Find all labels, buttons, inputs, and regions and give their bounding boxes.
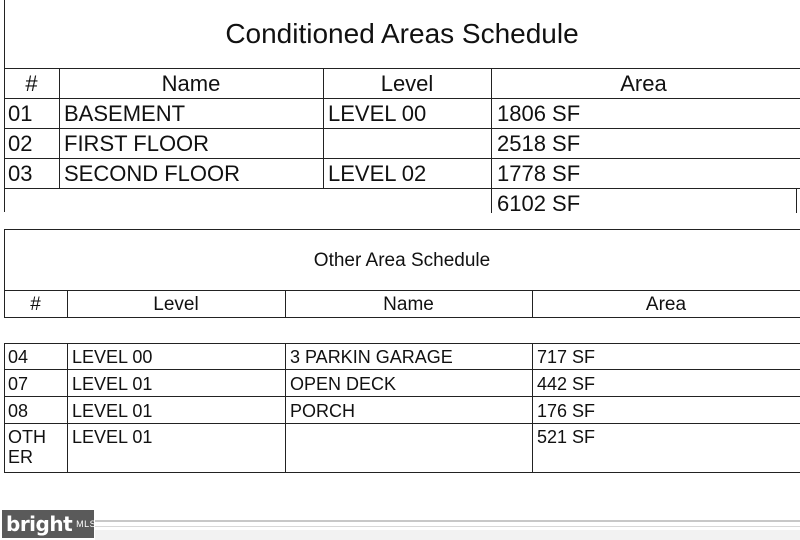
row-level: LEVEL 02: [328, 161, 427, 186]
logo-suffix: MLS: [76, 519, 97, 529]
row-level: LEVEL 00: [328, 101, 427, 126]
row-number: OTH ER: [8, 427, 46, 467]
column-header-number: #: [25, 71, 38, 96]
row-name: PORCH: [290, 401, 356, 421]
row-name: 3 PARKIN GARAGE: [290, 347, 453, 367]
column-header-level: Level: [153, 294, 199, 315]
column-header-area: Area: [645, 294, 687, 315]
row-number: 04: [8, 347, 29, 367]
section-title: Other Area Schedule: [313, 250, 491, 271]
row-name: OPEN DECK: [290, 374, 397, 394]
row-level: LEVEL 01: [72, 427, 153, 447]
row-area: 521 SF: [537, 427, 596, 447]
row-name: FIRST FLOOR: [64, 131, 210, 156]
row-level: LEVEL 00: [72, 347, 153, 367]
row-number: 03: [8, 161, 33, 186]
bright-mls-logo: [2, 510, 97, 538]
row-name: SECOND FLOOR: [64, 161, 241, 186]
row-area: 717 SF: [537, 347, 596, 367]
footer-strip: [0, 502, 800, 540]
column-header-number: #: [30, 294, 41, 315]
row-area: 442 SF: [537, 374, 596, 394]
row-number: 07: [8, 374, 29, 394]
row-area: 1778 SF: [497, 161, 581, 186]
row-number: 01: [8, 101, 33, 126]
logo-word: bright: [6, 512, 73, 536]
column-header-area: Area: [620, 71, 667, 96]
row-area: 2518 SF: [497, 131, 581, 156]
row-level: LEVEL 01: [72, 374, 153, 394]
total-area: 6102 SF: [497, 191, 581, 216]
row-level: LEVEL 01: [72, 401, 153, 421]
column-header-name: Name: [383, 294, 434, 315]
row-number: 02: [8, 131, 33, 156]
column-header-level: Level: [380, 71, 434, 96]
row-area: 1806 SF: [497, 101, 581, 126]
row-name: BASEMENT: [64, 101, 186, 126]
page-title: Conditioned Areas Schedule: [225, 18, 579, 49]
column-header-name: Name: [161, 71, 221, 96]
row-area: 176 SF: [537, 401, 596, 421]
row-number: 08: [8, 401, 29, 421]
